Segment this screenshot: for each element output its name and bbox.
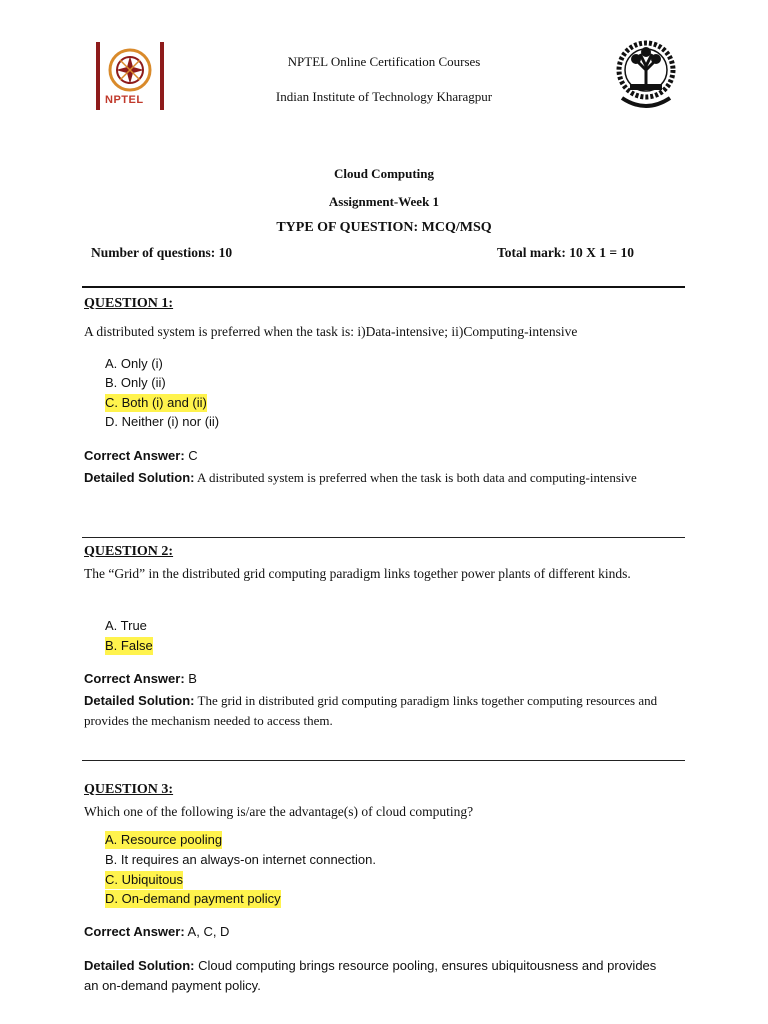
question-2-option-a: A. True	[105, 618, 147, 633]
divider	[82, 537, 685, 538]
question-1-correct-answer	[84, 448, 198, 463]
correct-answer-value: A, C, D	[184, 924, 230, 939]
correct-answer-label: Correct Answer:	[84, 671, 185, 686]
solution-text: The grid in distributed grid computing paradigm links together computing resources and provides the mechanism needed to access them.	[84, 693, 658, 728]
question-1-option-b: B. Only (ii)	[105, 375, 166, 390]
question-1-option-c-correct: C. Both (i) and (ii)	[105, 395, 207, 410]
correct-answer-label: Correct Answer:	[84, 448, 185, 463]
course-title: Cloud Computing	[333, 166, 435, 181]
solution-text: Cloud computing brings resource pooling, ensures ubiquitousness and provides an on-demand payment policy.	[84, 958, 657, 993]
solution-text: A distributed system is preferred when the task is both data and computing-intensive	[194, 470, 637, 485]
question-3-text: Which one of the following is/are the advantage(s) of cloud computing?	[84, 804, 474, 819]
question-3-option-b: B. It requires an always-on internet connection.	[105, 852, 376, 867]
divider	[82, 286, 685, 288]
num-questions-label: Number of questions	[91, 245, 211, 260]
question-type-title: TYPE OF QUESTION: MCQ/MSQ	[276, 220, 492, 235]
question-2-text: The “Grid” in the distributed grid computing paradigm links together power plants of different kinds.	[84, 566, 631, 581]
number-of-questions	[91, 245, 232, 261]
question-2-solution	[84, 691, 674, 731]
nptel-logo-text: NPTEL	[105, 94, 144, 106]
header-line-institute: Indian Institute of Technology Kharagpur	[275, 89, 493, 104]
divider	[82, 760, 685, 761]
total-mark: Total mark: 10 X 1 = 10	[497, 245, 634, 260]
solution-label: Detailed Solution:	[84, 693, 195, 708]
correct-answer-value: C	[184, 448, 198, 463]
question-3-solution	[84, 956, 674, 996]
question-1-option-d: D. Neither (i) nor (ii)	[105, 414, 220, 429]
question-1-text: A distributed system is preferred when the task is: i)Data-intensive; ii)Computing-intensive	[84, 324, 578, 339]
question-1-solution	[84, 468, 674, 488]
question-1-heading: QUESTION 1:	[84, 296, 174, 311]
question-3-correct-answer	[84, 924, 229, 939]
correct-answer-value: B	[184, 671, 197, 686]
question-3-option-d-correct: D. On-demand payment policy	[105, 891, 281, 906]
solution-label: Detailed Solution:	[84, 470, 195, 485]
question-2-heading: QUESTION 2:	[84, 544, 174, 559]
question-2-option-b-correct: B. False	[105, 638, 153, 653]
header-line-nptel: NPTEL Online Certification Courses	[287, 54, 481, 69]
assignment-title: Assignment-Week 1	[328, 194, 440, 209]
question-3-option-c-correct: C. Ubiquitous	[105, 872, 184, 887]
question-3-option-a-correct: A. Resource pooling	[105, 832, 223, 847]
correct-answer-label: Correct Answer:	[84, 924, 185, 939]
solution-label: Detailed Solution:	[84, 958, 195, 973]
num-questions-value: : 10	[210, 245, 233, 260]
question-1-option-a: A. Only (i)	[105, 356, 163, 371]
question-3-heading: QUESTION 3:	[84, 782, 174, 797]
question-2-correct-answer	[84, 671, 197, 686]
